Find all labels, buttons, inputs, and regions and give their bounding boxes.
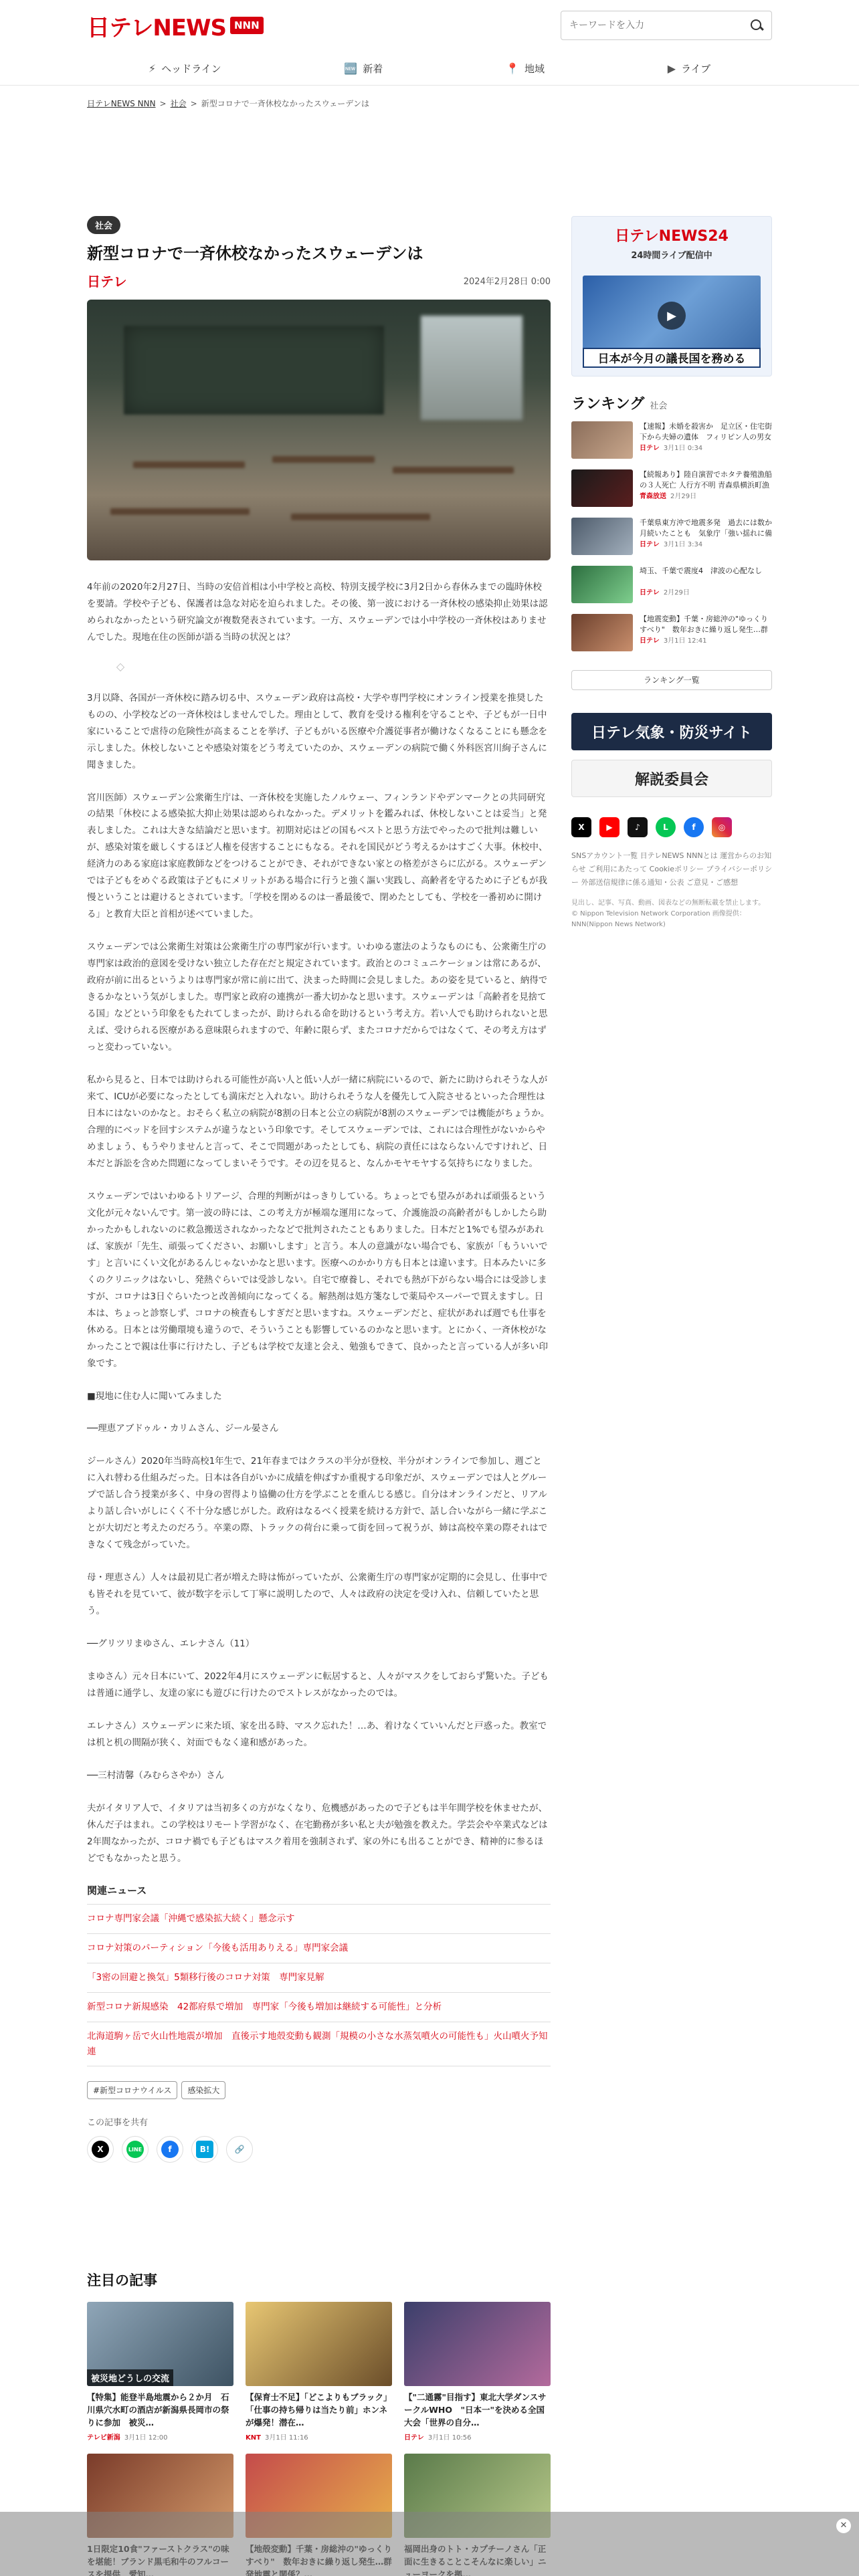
nav-headline[interactable] <box>149 62 221 76</box>
hero-desk <box>110 508 250 515</box>
ranking-title: 【地震変動】千葉・房総沖の"ゆっくりすべり" 数年おきに繰り返し発生…群 <box>640 615 768 634</box>
tag-chip[interactable]: #新型コロナウイルス <box>87 2081 177 2099</box>
ranking-meta <box>640 588 762 599</box>
ranking-thumb <box>571 614 633 651</box>
facebook-icon[interactable]: f <box>684 817 704 837</box>
paragraph: 夫がイタリア人で、イタリアは当初多くの方がなくなり、危機感があったので子どもは半年間学校を休ませたが、休んだ子はまれ。この学校はリモート学習がなく、在宅勤務が多い私と夫が勉強を教えた。学芸会や卒業式などは2年間なかったが、コロナ禍でも子どもはマスク着用を強制されず、家の外にも出ることができ、精神的に参るほどでもなかったと思う。 <box>87 1802 548 1864</box>
banner-title <box>572 225 771 245</box>
related-link[interactable]: 北海道駒ヶ岳で火山性地震が増加 直後示す地殻変動も観測「規模の小さな水蒸気噴火の可能性も」火山噴火予知連 <box>87 2030 548 2057</box>
ranking-thumb <box>571 566 633 603</box>
paragraph: ──理恵アブドゥル・カリムさん、ジール晏さん <box>87 1423 279 1434</box>
logo-badge: NNN <box>230 17 264 34</box>
ranking-title: 埼玉、千葉で震度4 津波の心配なし <box>640 566 762 575</box>
related-item <box>87 1905 551 1934</box>
ranking-meta <box>640 637 772 647</box>
share-label: この記事を共有 <box>87 2118 149 2129</box>
site-logo[interactable] <box>87 9 264 42</box>
related-list <box>87 1904 551 2067</box>
hatena-icon: B! <box>196 2141 213 2158</box>
ranking-meta <box>640 444 772 454</box>
ranking-date: 2月29日 <box>663 589 690 597</box>
search-input[interactable] <box>569 20 737 31</box>
ranking-heading: ランキング <box>571 396 645 413</box>
ranking-meta <box>640 492 772 502</box>
paragraph: 宮川医師）スウェーデン公衆衛生庁は、一斉休校を実施したノルウェー、フィンランドやデンマークとの共同研究の結果「休校による感染拡大抑止効果は認められなかった。デメリットを鑑みれば、休校しないことは妥当」と発表しました。これは大きな結論だと思います。初期対応はどの国もベストと思う方法でやったので批判は難しいが、感染対策を厳しくするほど人権を侵害することにもなる。それを国民がどう考えるかはすごく大事。休校中、経済力のある家庭は家庭教師などをつけることができ、それができない家との格差がさらに広がる。スウェーデンでは子どもをめぐる政策は子どもにメリットがある場合に行うと強く謳い実践し、高齢者を守るために子どもが我慢ということは避けるとされています。「学校を閉めるのは一番最後で、閉めたとしても、学校を一番初めに開ける」と教育大臣と首相が述べていました。 <box>87 792 548 920</box>
featured-card[interactable] <box>87 2302 233 2442</box>
paragraph: ──三村清馨（みむらさやか）さん <box>87 1770 225 1781</box>
ranking-text <box>640 566 762 606</box>
site-header <box>0 0 859 86</box>
line-icon: LINE <box>126 2141 144 2158</box>
copyright: 見出し、記事、写真、動画、図表などの無断転載を禁止します。 © Nippon Television Network Corporation 画像提供：NNN(Nippon News Network) <box>571 899 765 929</box>
nav-label: 新着 <box>363 62 383 75</box>
x-icon[interactable]: X <box>571 817 591 837</box>
article-date: 2024年2月28日 0:00 <box>463 277 551 288</box>
article-main <box>87 216 551 2163</box>
related-item <box>87 1993 551 2022</box>
breadcrumb-sep: > <box>190 98 197 108</box>
breadcrumb-sep: > <box>159 98 167 108</box>
paragraph: 母・理恵さん）人々は最初見亡者が増えた時は怖がっていたが、公衆衛生庁の専門家が定期的に会見し、仕事中でも皆それを見ていて、彼が数字を示して丁寧に説明したので、人々は政府の決定を受け入れ、信頼していたと思う。 <box>87 1572 548 1617</box>
share-copy-link-button[interactable] <box>226 2136 253 2163</box>
instagram-icon[interactable]: ◎ <box>712 817 732 837</box>
footer-links[interactable]: SNSアカウント一覧 日テレNEWS NNNとは 運営からのお知らせ ご利用にあたって Cookieポリシー プライバシーポリシー 外部送信規律に係る通知・公表 ご意見・ご感想 <box>571 851 772 887</box>
featured-heading: 注目の記事 <box>87 2272 157 2289</box>
ranking-title: 【速報】未婚を殺害か 足立区・住宅街下から夫婦の遺体 フィリピン人の男女 <box>640 422 772 441</box>
nav-live[interactable] <box>668 62 710 76</box>
featured-card[interactable] <box>404 2302 551 2442</box>
ranking-item[interactable] <box>571 566 772 606</box>
banner-title-num: 24 <box>708 228 729 245</box>
sidebar <box>571 216 772 2163</box>
diamond-divider: ◇ <box>116 660 125 673</box>
ranking-source: 日テレ <box>640 637 660 645</box>
hero-desk <box>133 461 244 468</box>
category-badge[interactable]: 社会 <box>87 216 120 234</box>
main-nav <box>87 51 772 86</box>
facebook-icon: f <box>161 2141 179 2158</box>
ranking-source: 日テレ <box>640 541 660 548</box>
breadcrumb-home[interactable]: 日テレNEWS NNN <box>87 99 156 108</box>
hero-desk <box>291 514 430 520</box>
youtube-icon[interactable]: ▶ <box>599 817 619 837</box>
news24-live-banner[interactable] <box>571 216 772 377</box>
sns-links <box>571 817 772 837</box>
ranking-item[interactable] <box>571 469 772 510</box>
breadcrumb <box>87 98 772 109</box>
paragraph: スウェーデンではいわゆるトリアージ、合理的判断がはっきりしている。ちょっとでも望みがあれば頑張るという文化が元々ないんです。第一波の時には、この考え方が極端な運用になって、介護施設の高齢者がもしかしたら助かったかもしれないのに救急搬送されなかったなどで批判されたこともありました。日本だと1%でも望みがあれば、家族が「先生、頑張ってください、お願いします」と言う。本人の意識がない場合でも、家族が「もういいです」と言いにくい文化があるんじゃないかなと思います。医療へのかかり方も日本とは違います。日本みたいに多くのクリニックはないし、発熱ぐらいでは受診しない。自宅で療養し、それでも熱が下がらない場合には受診しますが、コロナは3日ぐらいたつと改善傾向になってくる。解熱剤は処方箋なしで薬局やスーパーで買えますし。日本は、ちょっと診察しず、コロナの検査もしすぎだと思いますね。スウェーデンだと、症状があれば週でも仕事を休める。日本とは労働環境も違うので、そういうことも影響しているのかなと思います。とにかく、一斉休校がなかったことで親は仕事に行けたし、子どもは学校で友達と会え、勉強もできて、良かったと言っている人が多い印象です。 <box>87 1190 549 1369</box>
paragraph: エレナさん）スウェーデンに来た頃、家を出る時、マスク忘れた！…あ、着けなくていいんだと戸惑った。教室では机と机の間隔が狭く、対面でもなく違和感があった。 <box>87 1721 547 1749</box>
hero-blackboard <box>124 326 383 415</box>
paragraph: 私から見ると、日本では助けられる可能性が高い人と低い人が一緒に病院にいるので、新たに助けられそうな人が来て、ICUが必要になったとしても満床だと入れない。助けられそうな人を優先して入院させるといった合理性は日本にはないのかなと。おそらく私立の病院が8割の日本と公立の病院が8割のスウェーデンでは機能がちょうか。合理的にベッドを回すシステムが違うなという印象です。そしてスウェーデンでは、これには合理性がないからやめましょう、もうやりませんと言って、そこで問題があったとしても、病院の責任にはならないんですけれど、日本だと訴訟を含めた問題になってしまいそうです。その辺を見ると、なんかモヤモヤする気持ちになりました。 <box>87 1075 550 1169</box>
breadcrumb-category[interactable]: 社会 <box>170 99 187 108</box>
ranking-item[interactable] <box>571 518 772 558</box>
banner-video-thumb <box>583 276 761 356</box>
play-icon: ▶ <box>658 302 686 330</box>
related-link[interactable]: コロナ対策のパーティション「今後も活用ありえる」専門家会議 <box>87 1942 349 1953</box>
banner-subtitle: 24時間ライブ配信中 <box>631 251 712 261</box>
paragraph: 3月以降、各国が一斉休校に踏み切る中、スウェーデン政府は高校・大学や専門学校にオンライン授業を推奨したものの、小学校などの一斉休校はしませんでした。理由として、教育を受ける権利を守ることや、子どもが一日中家にいることで虐待の危険性が高まることを挙げ、子どもがいる医療や介護従事者が働けなくなることにも懸念を示しました。休校しないことや感染対策をどう考えていたのか、スウェーデンの病院で働く外科医宮川絢子さんに聞きました。 <box>87 692 547 770</box>
tag-list <box>87 2081 551 2099</box>
paragraph: ジールさん）2020年当時高校1年生で、21年春まではクラスの半分が登校、半分がオンラインで参加し、週ごとに入れ替わる仕組みだった。日本は各自がいかに成績を伸ばすか重視する印象だが、スウェーデンでは人とグループで話し合う授業が多く、中身の習得より協働の仕方を学ぶことを重んじる感じ。自分はオンラインだと、リアルより話し合いがしにくく不十分な感じがした。政府はなるべく授業を続ける方針で、話し合いながら一緒に学ぶことが大切だと考えたのだろう。卒業の際、トラックの荷台に乗って街を回って祝うが、姉は高校卒業の際それはできなくて残念がっていた。 <box>87 1456 548 1551</box>
ranking-text <box>640 614 772 654</box>
featured-source: テレビ新潟 <box>87 2434 120 2442</box>
play-icon: ▶ <box>667 62 676 75</box>
ranking-source: 青森放送 <box>640 493 666 500</box>
ranking-date: 3月1日 12:41 <box>663 637 707 645</box>
ranking-thumb <box>571 421 633 459</box>
featured-image-caption: 被災地どうしの交流 <box>87 2369 173 2386</box>
header-top <box>87 0 772 51</box>
featured-meta <box>87 2432 233 2442</box>
related-link[interactable]: 「3密の回避と換気」5類移行後のコロナ対策 専門家見解 <box>87 1971 324 1983</box>
ranking-thumb <box>571 518 633 555</box>
featured-image <box>87 2302 233 2386</box>
featured-date: 3月1日 11:16 <box>264 2434 308 2442</box>
featured-title: 【保育士不足】「どこよりもブラック」「仕事の持ち帰りは当たり前」ホンネが爆発！潜在… <box>246 2392 392 2428</box>
banner-caption: 日本が今月の議長国を務める <box>583 348 761 368</box>
featured-image <box>246 2302 392 2386</box>
ranking-date: 3月1日 0:34 <box>663 445 703 452</box>
tag-chip[interactable]: 感染拡大 <box>181 2081 225 2099</box>
search-box <box>561 11 772 40</box>
nav-label: 地域 <box>524 62 545 75</box>
hero-window <box>421 316 522 420</box>
featured-date: 3月1日 12:00 <box>124 2434 168 2442</box>
ranking-item[interactable] <box>571 421 772 461</box>
ranking-text <box>640 518 772 558</box>
hero-desk <box>272 456 374 463</box>
weather-site-banner[interactable]: 日テレ気象・防災サイト <box>571 713 772 750</box>
paragraph: まゆさん）元々日本にいて、2022年4月にスウェーデンに転居すると、人々がマスクをしておらず驚いた。子どもは普通に通学し、友達の家にも遊びに行けたのでストレスがなかったのでは。 <box>87 1671 549 1699</box>
ranking-title: 【続報あり】陸自演習でホタテ養殖漁船の３人死亡 人行方不明 青森県横浜町漁 <box>640 470 772 490</box>
ranking-date: 3月1日 3:34 <box>663 541 703 548</box>
featured-title: 【特集】能登半島地震から２か月 石川県穴水町の酒店が新潟県長岡市の祭りに参加 被災… <box>87 2392 229 2428</box>
related-link[interactable]: 新型コロナ新規感染 42都府県で増加 専門家「今後も増加は継続する可能性」と分析 <box>87 2001 442 2012</box>
nav-region[interactable] <box>506 62 545 76</box>
hero-desk <box>393 467 513 473</box>
related-item <box>87 2022 551 2067</box>
share-line-button[interactable] <box>122 2136 149 2163</box>
ranking-text <box>640 421 772 461</box>
logo-text: 日テレNEWS <box>87 14 226 41</box>
related-item <box>87 1934 551 1963</box>
search-icon[interactable] <box>750 19 763 32</box>
featured-source: 日テレ <box>404 2434 424 2442</box>
article-title: 新型コロナで一斉休校なかったスウェーデンは <box>87 244 423 263</box>
featured-date: 3月1日 10:56 <box>427 2434 472 2442</box>
lightning-icon: ⚡ <box>148 62 157 75</box>
content-container <box>87 216 772 2163</box>
featured-card[interactable] <box>246 2302 392 2442</box>
featured-source: KNT <box>246 2434 261 2442</box>
article-body <box>87 579 551 1867</box>
ranking-meta <box>640 540 772 550</box>
ranking-category: 社会 <box>650 401 668 411</box>
featured-title: 【"二通霧"目指す】東北大学ダンスサークルWHO "日本一"を決める全国大会「世界の自分… <box>404 2392 547 2428</box>
bottom-ad-overlay <box>0 2512 859 2576</box>
ranking-title: 千葉県東方沖で地震多発 過去には数か月続いたことも 気象庁「強い揺れに備 <box>640 518 772 538</box>
line-icon[interactable]: L <box>656 817 676 837</box>
ranking-header <box>571 393 772 413</box>
banner-title-prefix: 日テレNEWS <box>615 228 708 245</box>
article-meta <box>87 271 551 290</box>
related-item <box>87 1963 551 1993</box>
paragraph: ■現地に住む人に聞いてみました <box>87 1390 222 1402</box>
link-icon: 🔗 <box>231 2141 248 2158</box>
nav-label: ヘッドライン <box>161 62 221 75</box>
ranking-item[interactable] <box>571 614 772 654</box>
paragraph: スウェーデンでは公衆衛生対策は公衆衛生庁の専門家が行います。いわゆる憲法のようなものにも、公衆衛生庁の専門家は政治的意図を受けない独立した存在だと規定されています。政治とのコミュニケーションは常にあるが、政府が前に出るというよりは専門家が常に前に出て、決まった時間に会見しました。あの姿を見ていると、納得できるかなという気がしました。専門家と政府の連携が一番大切かなと思います。スウェーデンは「高齢者を見捨てる国」などという印象をもたれてしまったが、助けられる命を助けるという考え方。若い人でも助けられないと思えば、受けられる医療がある意味限られますので、年齢に限らず、またコロナだからではなくて、その考え方はずっと変わっていない。 <box>87 942 548 1053</box>
commentary-banner[interactable]: 解説委員会 <box>571 760 772 797</box>
related-heading: 関連ニュース <box>87 1884 147 1897</box>
paragraph: 4年前の2020年2月27日、当時の安倍首相は小中学校と高校、特別支援学校に3月2日から春休みまでの臨時休校を要請。学校や子ども、保護者は急な対応を迫られました。その後、第一波における一斉休校の感染抑止効果は認められなかったという研究論文が複数発表されています。一方、スウェーデンでは小中学校の一斉休校はありませんでした。現地在住の医師が語る当時の状況とは？ <box>87 582 548 643</box>
share-facebook-button[interactable] <box>157 2136 183 2163</box>
ranking-thumb <box>571 469 633 507</box>
ranking-source: 日テレ <box>640 445 660 452</box>
ranking-date: 2月29日 <box>670 493 697 500</box>
related-link[interactable]: コロナ専門家会議「沖縄で感染拡大続く」懸念示す <box>87 1913 295 1924</box>
share-x-button[interactable] <box>87 2136 114 2163</box>
share-buttons <box>87 2136 551 2163</box>
source-logo: 日テレ <box>87 274 127 290</box>
ranking-list-button[interactable]: ランキング一覧 <box>571 670 772 690</box>
tiktok-icon[interactable]: ♪ <box>628 817 648 837</box>
paragraph: ──グリツリまゆさん、エレナさん（11） <box>87 1638 255 1650</box>
hero-image <box>87 300 551 560</box>
map-pin-icon: 📍 <box>506 62 519 75</box>
x-icon: X <box>92 2141 109 2158</box>
breadcrumb-current: 新型コロナで一斉休校なかったスウェーデンは <box>201 99 369 108</box>
featured-meta <box>246 2432 392 2442</box>
featured-meta <box>404 2432 551 2442</box>
close-icon[interactable]: ✕ <box>836 2518 851 2533</box>
ranking-source: 日テレ <box>640 589 660 597</box>
featured-image <box>404 2302 551 2386</box>
share-hatena-button[interactable] <box>191 2136 218 2163</box>
nav-label: ライブ <box>681 62 711 75</box>
nav-new[interactable] <box>344 62 383 76</box>
new-icon: 🆕 <box>344 62 358 75</box>
ranking-text <box>640 469 772 510</box>
